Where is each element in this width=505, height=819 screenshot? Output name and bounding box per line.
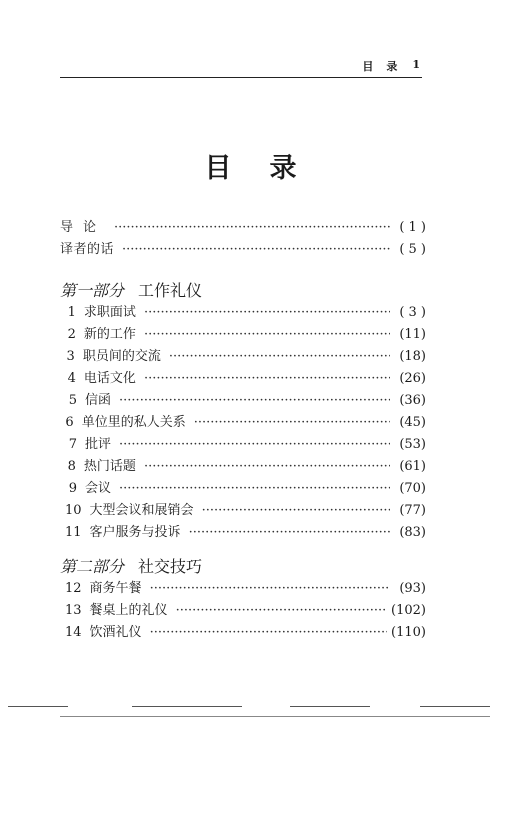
chapter-number: 10 [65,503,82,518]
part-name: 工作礼仪 [138,281,203,300]
chapter-title: 大型会议和展销会 [89,503,194,518]
toc-entry-title: 导论 [60,220,107,235]
chapter-page: ( 3 ) [399,305,426,320]
chapter-page: (61) [399,459,426,474]
chapter-title: 信函 [85,393,112,408]
chapter-title: 新的工作 [83,327,136,342]
chapter-page: (26) [399,371,426,386]
chapter-number: 3 [66,349,75,364]
page-title: 目录 [204,153,335,184]
header-rule [60,77,422,78]
chapter-page: (110) [391,625,426,640]
dot-leader [176,600,387,622]
dot-leader [169,346,390,368]
chapter-page: (70) [399,481,426,496]
running-head-page-number: 1 [412,58,421,71]
toc-entry-chapter[interactable] [60,346,426,368]
chapter-page: (102) [391,603,426,618]
chapter-number: 2 [67,327,76,342]
toc-entry-chapter[interactable] [60,600,426,622]
part-heading-2 [60,555,202,579]
chapter-number: 12 [65,581,82,596]
dot-leader [122,239,390,261]
chapter-title: 饮酒礼仪 [89,625,142,640]
toc-entry-chapter[interactable] [60,522,426,544]
toc-entry-page: ( 1 ) [399,220,426,235]
toc-entry-chapter[interactable] [60,456,426,478]
chapter-title: 热门话题 [83,459,136,474]
part-name: 社交技巧 [138,557,203,576]
dot-leader [119,390,390,412]
chapter-number: 6 [65,415,74,430]
chapter-number: 1 [67,305,76,320]
scan-rule-segment [290,706,370,707]
chapter-title: 单位里的私人关系 [81,415,186,430]
part-2-chapter-list [60,578,426,644]
running-head-label: 目 录 [362,60,399,73]
chapter-page: (18) [399,349,426,364]
dot-leader [144,302,390,324]
dot-leader [150,578,390,600]
chapter-number: 11 [65,525,82,540]
chapter-title: 商务午餐 [89,581,142,596]
dot-leader [189,522,390,544]
chapter-number: 8 [67,459,76,474]
toc-entry-chapter[interactable] [60,368,426,390]
toc-entry-chapter[interactable] [60,578,426,600]
dot-leader [144,368,390,390]
chapter-number: 9 [68,481,78,496]
chapter-title: 批评 [85,437,112,452]
chapter-page: (83) [399,525,426,540]
part-heading-1 [60,279,202,303]
dot-leader [119,434,390,456]
scan-rule-long [60,716,490,717]
chapter-title: 职员间的交流 [82,349,161,364]
part-label: 第一部分 [60,281,125,300]
chapter-number: 13 [65,603,82,618]
scan-rule-segment [132,706,242,707]
chapter-page: (77) [399,503,426,518]
chapter-page: (36) [399,393,426,408]
scan-rule-segment [8,706,68,707]
chapter-number: 7 [68,437,78,452]
dot-leader [194,412,390,434]
toc-entry-page: ( 5 ) [399,242,426,257]
toc-entry-chapter[interactable] [60,478,426,500]
toc-entry-chapter[interactable] [60,390,426,412]
chapter-number: 14 [65,625,82,640]
scan-rule-segment [420,706,490,707]
toc-entry-chapter[interactable] [60,302,426,324]
dot-leader [114,217,390,239]
toc-entry-title: 译者的话 [60,242,115,257]
toc-entry-chapter[interactable] [60,324,426,346]
dot-leader [144,324,390,346]
running-head [362,58,421,74]
dot-leader [119,478,390,500]
toc-entry-chapter[interactable] [60,622,426,644]
part-1-chapter-list [60,302,426,544]
toc-entry-chapter[interactable] [60,500,426,522]
chapter-title: 求职面试 [83,305,136,320]
toc-entry-chapter[interactable] [60,434,426,456]
chapter-page: (93) [399,581,426,596]
part-label: 第二部分 [60,557,125,576]
chapter-number: 4 [67,371,76,386]
chapter-page: (45) [399,415,426,430]
chapter-page: (11) [399,327,426,342]
chapter-title: 会议 [85,481,112,496]
toc-entry-intro[interactable] [60,217,426,239]
chapter-title: 客户服务与投诉 [89,525,181,540]
dot-leader [144,456,390,478]
front-matter-list [60,217,426,261]
chapter-title: 电话文化 [83,371,136,386]
toc-entry-chapter[interactable] [60,412,426,434]
toc-entry-translator-note[interactable] [60,239,426,261]
dot-leader [150,622,387,644]
dot-leader [202,500,390,522]
chapter-title: 餐桌上的礼仪 [89,603,168,618]
chapter-number: 5 [68,393,78,408]
chapter-page: (53) [399,437,426,452]
